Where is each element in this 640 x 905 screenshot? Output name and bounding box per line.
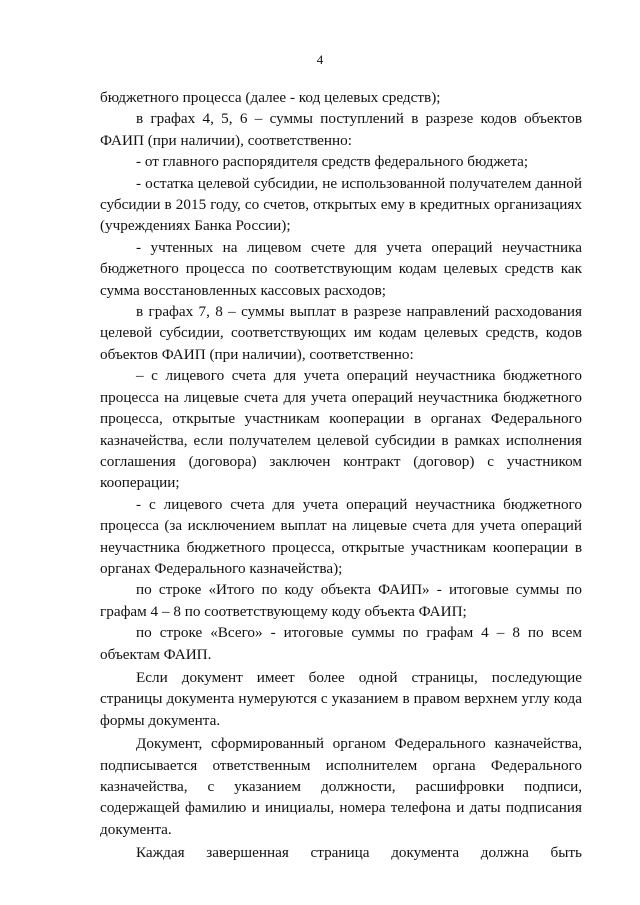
paragraph-2: в графах 4, 5, 6 – суммы поступлений в разрезе кодов объектов ФАИП (при наличии), соответственно: <box>100 110 582 149</box>
paragraph-7: – с лицевого счета для учета операций неучастника бюджетного процесса на лицевые счета для учета операций неучастника бюджетного процесса, открытые участникам кооперации в органах Федерального казначейства, если получателем целевой субсидии в рамках исполнения соглашения (договора) заключен контракт (договор) с участником кооперации; <box>100 367 582 492</box>
paragraph-4: - остатка целевой субсидии, не использованной получателем данной субсидии в 2015 году, со счетов, открытых ему в кредитных организациях (учреждениях Банка России); <box>100 174 582 235</box>
paragraph-13: Каждая завершенная страница документа должна быть <box>136 844 582 862</box>
paragraph-1: бюджетного процесса (далее - код целевых средств); <box>100 89 441 106</box>
paragraph-6: в графах 7, 8 – суммы выплат в разрезе направлений расходования целевой субсидии, соответствующих им кодам целевых средств, кодов объектов ФАИП (при наличии), соответственно: <box>100 303 582 363</box>
paragraph-12: Документ, сформированный органом Федерального казначейства, подписывается ответственным исполнителем органа Федерального казначейства, с указанием должности, расшифровки подписи, содержащей фамилию и инициалы, номера телефона и даты подписания документа. <box>100 735 582 838</box>
paragraph-10: по строке «Всего» - итоговые суммы по графам 4 – 8 по всем объектам ФАИП. <box>100 624 582 663</box>
paragraph-8: - с лицевого счета для учета операций неучастника бюджетного процесса (за исключением выплат на лицевые счета для учета операций неучастника бюджетного процесса, открытые участникам кооперации в органах Федерального казначейства); <box>100 495 582 577</box>
document-body <box>100 87 582 864</box>
paragraph-5: - учтенных на лицевом счете для учета операций неучастника бюджетного процесса по соответствующим кодам целевых средств как сумма восстановленных кассовых расходов; <box>100 238 582 299</box>
page-number: 4 <box>316 52 324 67</box>
paragraph-9: по строке «Итого по коду объекта ФАИП» - итоговые суммы по графам 4 – 8 по соответствующему коду объекта ФАИП; <box>100 581 582 620</box>
paragraph-11: Если документ имеет более одной страницы, последующие страницы документа нумеруются с указанием в правом верхнем углу кода формы документа. <box>100 668 582 729</box>
paragraph-3: - от главного распорядителя средств федерального бюджета; <box>136 153 529 171</box>
